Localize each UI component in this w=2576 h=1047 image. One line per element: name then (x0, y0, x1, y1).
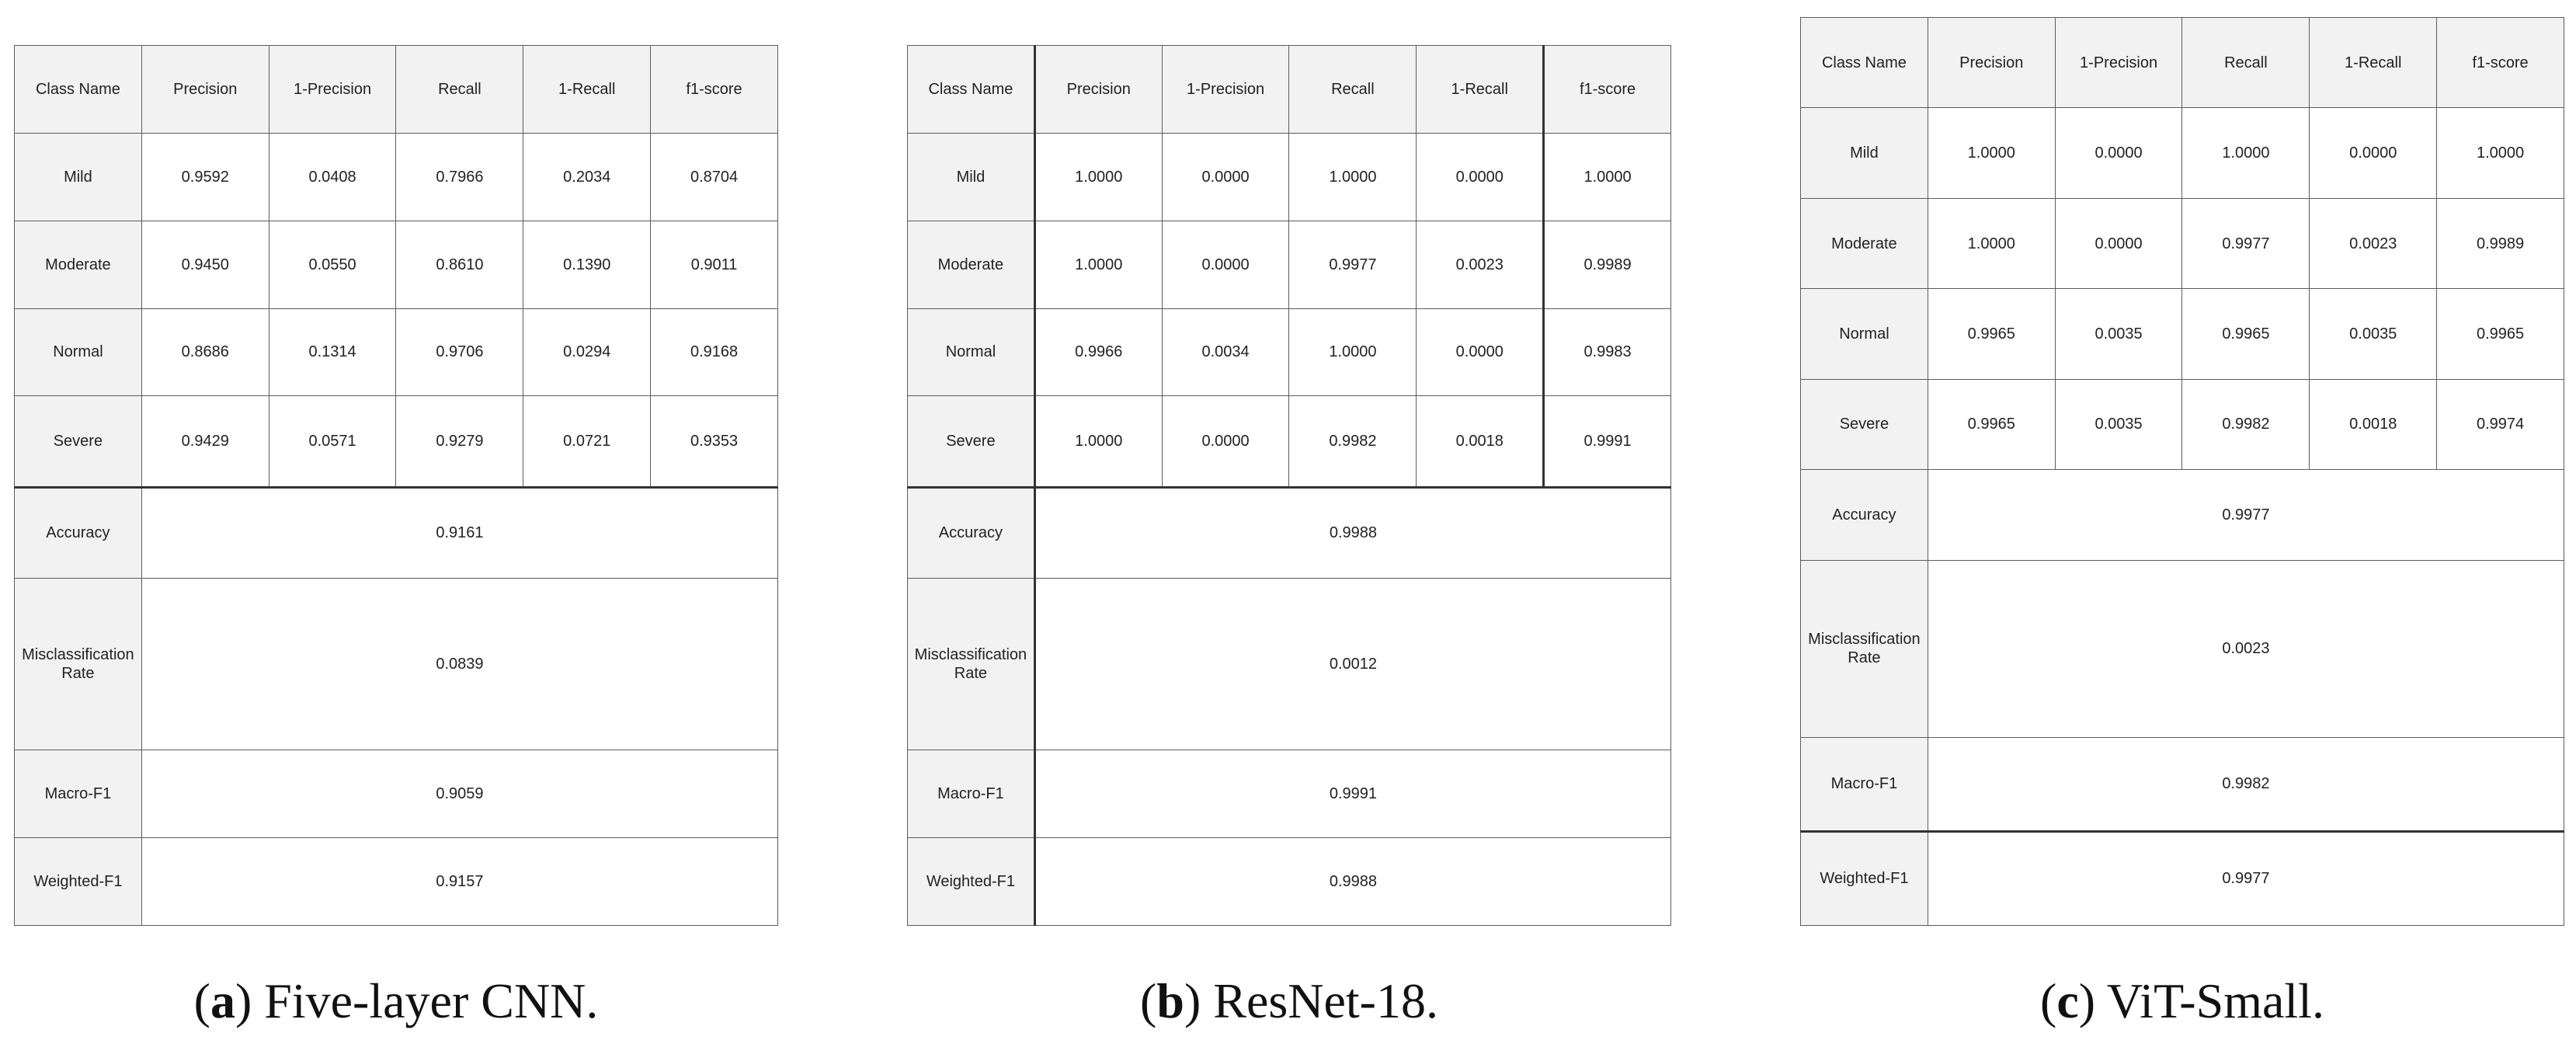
cell-1-recall: 0.0035 (2310, 289, 2437, 379)
cell-1-recall: 0.0000 (1417, 133, 1544, 221)
cell-recall: 0.9977 (2182, 198, 2310, 288)
table-row (908, 133, 1671, 221)
table-row (908, 308, 1671, 396)
cell-recall: 1.0000 (1289, 133, 1417, 221)
cell-precision: 0.9450 (141, 221, 269, 308)
cell-recall: 0.9982 (2182, 379, 2310, 469)
summary-label-weighted-f1: Weighted-F1 (15, 838, 142, 926)
header-class-name: Class Name (15, 46, 142, 134)
cell-recall: 1.0000 (2182, 108, 2310, 198)
table-row (908, 221, 1671, 308)
header-row (908, 46, 1671, 134)
summary-value: 0.0839 (141, 579, 777, 750)
header-1-recall: 1-Recall (1417, 46, 1544, 134)
panel-b (907, 45, 1671, 926)
header-row (1801, 18, 2564, 108)
summary-label-macro-f1: Macro-F1 (908, 750, 1035, 838)
row-class-severe: Severe (15, 396, 142, 487)
cell-1-recall: 0.1390 (523, 221, 651, 308)
cell-recall: 0.9706 (396, 308, 523, 396)
summary-value: 0.9161 (141, 487, 777, 578)
table-row (1801, 289, 2564, 379)
row-class-severe: Severe (908, 396, 1035, 487)
row-class-normal: Normal (15, 308, 142, 396)
cell-recall: 0.9977 (1289, 221, 1417, 308)
header-1-precision: 1-Precision (269, 46, 396, 134)
summary-row (15, 579, 778, 750)
cell-1-precision: 0.0000 (1162, 133, 1289, 221)
caption-letter: c (2056, 973, 2079, 1028)
header-recall: Recall (396, 46, 523, 134)
cell-f1-score: 0.9974 (2437, 379, 2564, 469)
metrics-table-b (907, 45, 1671, 926)
panel-a (14, 45, 778, 926)
cell-precision: 1.0000 (1034, 396, 1162, 487)
summary-value: 0.9977 (1928, 831, 2564, 925)
header-1-precision: 1-Precision (2055, 18, 2182, 108)
summary-label-macro-f1: Macro-F1 (1801, 737, 1928, 831)
row-class-normal: Normal (908, 308, 1035, 396)
caption-text: ResNet-18. (1213, 973, 1438, 1028)
summary-row (1801, 831, 2564, 925)
row-class-mild: Mild (15, 133, 142, 221)
header-class-name: Class Name (1801, 18, 1928, 108)
header-f1-score: f1-score (2437, 18, 2564, 108)
summary-value: 0.0023 (1928, 560, 2564, 737)
cell-1-recall: 0.2034 (523, 133, 651, 221)
summary-row (15, 750, 778, 838)
caption-b: (b) ResNet-18. (1140, 973, 1438, 1028)
cell-recall: 0.9279 (396, 396, 523, 487)
cell-1-recall: 0.0023 (1417, 221, 1544, 308)
summary-value: 0.9059 (141, 750, 777, 838)
summary-label-macro-f1: Macro-F1 (15, 750, 142, 838)
cell-f1-score: 0.8704 (651, 133, 778, 221)
cell-1-precision: 0.0034 (1162, 308, 1289, 396)
header-recall: Recall (1289, 46, 1417, 134)
header-1-recall: 1-Recall (2310, 18, 2437, 108)
table-row (15, 308, 778, 396)
cell-f1-score: 0.9989 (2437, 198, 2564, 288)
table-row (15, 133, 778, 221)
cell-f1-score: 0.9983 (1544, 308, 1671, 396)
table-row (15, 221, 778, 308)
cell-1-precision: 0.0571 (269, 396, 396, 487)
summary-row (908, 487, 1671, 578)
table-row (15, 396, 778, 487)
cell-precision: 0.9965 (1928, 379, 2055, 469)
cell-1-precision: 0.0000 (2055, 198, 2182, 288)
cell-f1-score: 0.9965 (2437, 289, 2564, 379)
cell-1-precision: 0.0408 (269, 133, 396, 221)
header-row (15, 46, 778, 134)
row-class-normal: Normal (1801, 289, 1928, 379)
summary-label-weighted-f1: Weighted-F1 (908, 838, 1035, 926)
cell-1-precision: 0.0550 (269, 221, 396, 308)
cell-1-precision: 0.0000 (1162, 396, 1289, 487)
caption-c: (c) ViT-Small. (2040, 973, 2324, 1028)
table-row (1801, 379, 2564, 469)
summary-label-misclassification-rate: Misclassification Rate (15, 579, 142, 750)
cell-recall: 0.9982 (1289, 396, 1417, 487)
cell-f1-score: 0.9168 (651, 308, 778, 396)
cell-recall: 1.0000 (1289, 308, 1417, 396)
summary-value: 0.9157 (141, 838, 777, 926)
summary-row (15, 487, 778, 578)
summary-row (908, 750, 1671, 838)
cell-precision: 0.9429 (141, 396, 269, 487)
summary-row (15, 838, 778, 926)
row-class-moderate: Moderate (1801, 198, 1928, 288)
cell-1-recall: 0.0000 (2310, 108, 2437, 198)
header-recall: Recall (2182, 18, 2310, 108)
row-class-moderate: Moderate (908, 221, 1035, 308)
metrics-table-a (14, 45, 778, 926)
summary-value: 0.9988 (1034, 838, 1670, 926)
cell-1-precision: 0.1314 (269, 308, 396, 396)
cell-recall: 0.7966 (396, 133, 523, 221)
summary-label-misclassification-rate: Misclassification Rate (1801, 560, 1928, 737)
row-class-mild: Mild (908, 133, 1035, 221)
header-precision: Precision (1034, 46, 1162, 134)
cell-precision: 0.9592 (141, 133, 269, 221)
row-class-mild: Mild (1801, 108, 1928, 198)
cell-f1-score: 0.9011 (651, 221, 778, 308)
summary-label-accuracy: Accuracy (1801, 470, 1928, 560)
cell-1-recall: 0.0721 (523, 396, 651, 487)
header-f1-score: f1-score (651, 46, 778, 134)
summary-row (1801, 560, 2564, 737)
summary-value: 0.9982 (1928, 737, 2564, 831)
cell-precision: 1.0000 (1034, 221, 1162, 308)
summary-row (908, 579, 1671, 750)
cell-f1-score: 0.9989 (1544, 221, 1671, 308)
caption-text: Five-layer CNN. (264, 973, 599, 1028)
cell-f1-score: 1.0000 (1544, 133, 1671, 221)
cell-f1-score: 0.9353 (651, 396, 778, 487)
cell-precision: 1.0000 (1928, 198, 2055, 288)
summary-row (908, 838, 1671, 926)
summary-label-misclassification-rate: Misclassification Rate (908, 579, 1035, 750)
cell-1-recall: 0.0023 (2310, 198, 2437, 288)
header-f1-score: f1-score (1544, 46, 1671, 134)
table-row (1801, 108, 2564, 198)
header-1-recall: 1-Recall (523, 46, 651, 134)
row-class-moderate: Moderate (15, 221, 142, 308)
header-class-name: Class Name (908, 46, 1035, 134)
cell-precision: 0.9966 (1034, 308, 1162, 396)
cell-1-recall: 0.0018 (2310, 379, 2437, 469)
cell-1-precision: 0.0035 (2055, 379, 2182, 469)
caption-text: ViT-Small. (2106, 973, 2324, 1028)
summary-label-accuracy: Accuracy (15, 487, 142, 578)
cell-1-precision: 0.0000 (1162, 221, 1289, 308)
panel-c (1800, 17, 2564, 926)
cell-1-precision: 0.0035 (2055, 289, 2182, 379)
summary-value: 0.9991 (1034, 750, 1670, 838)
summary-label-weighted-f1: Weighted-F1 (1801, 831, 1928, 925)
cell-1-recall: 0.0000 (1417, 308, 1544, 396)
cell-f1-score: 1.0000 (2437, 108, 2564, 198)
cell-1-recall: 0.0018 (1417, 396, 1544, 487)
cell-precision: 1.0000 (1034, 133, 1162, 221)
cell-precision: 0.9965 (1928, 289, 2055, 379)
cell-recall: 0.8610 (396, 221, 523, 308)
cell-1-precision: 0.0000 (2055, 108, 2182, 198)
table-row (908, 396, 1671, 487)
summary-label-accuracy: Accuracy (908, 487, 1035, 578)
header-1-precision: 1-Precision (1162, 46, 1289, 134)
header-precision: Precision (141, 46, 269, 134)
summary-row (1801, 737, 2564, 831)
summary-value: 0.9977 (1928, 470, 2564, 560)
metrics-table-c (1800, 17, 2564, 926)
cell-1-recall: 0.0294 (523, 308, 651, 396)
summary-value: 0.9988 (1034, 487, 1670, 578)
header-precision: Precision (1928, 18, 2055, 108)
row-class-severe: Severe (1801, 379, 1928, 469)
summary-row (1801, 470, 2564, 560)
table-row (1801, 198, 2564, 288)
cell-f1-score: 0.9991 (1544, 396, 1671, 487)
caption-letter: b (1156, 973, 1184, 1028)
caption-letter: a (210, 973, 235, 1028)
cell-precision: 1.0000 (1928, 108, 2055, 198)
caption-a: (a) Five-layer CNN. (193, 973, 599, 1028)
cell-recall: 0.9965 (2182, 289, 2310, 379)
cell-precision: 0.8686 (141, 308, 269, 396)
summary-value: 0.0012 (1034, 579, 1670, 750)
